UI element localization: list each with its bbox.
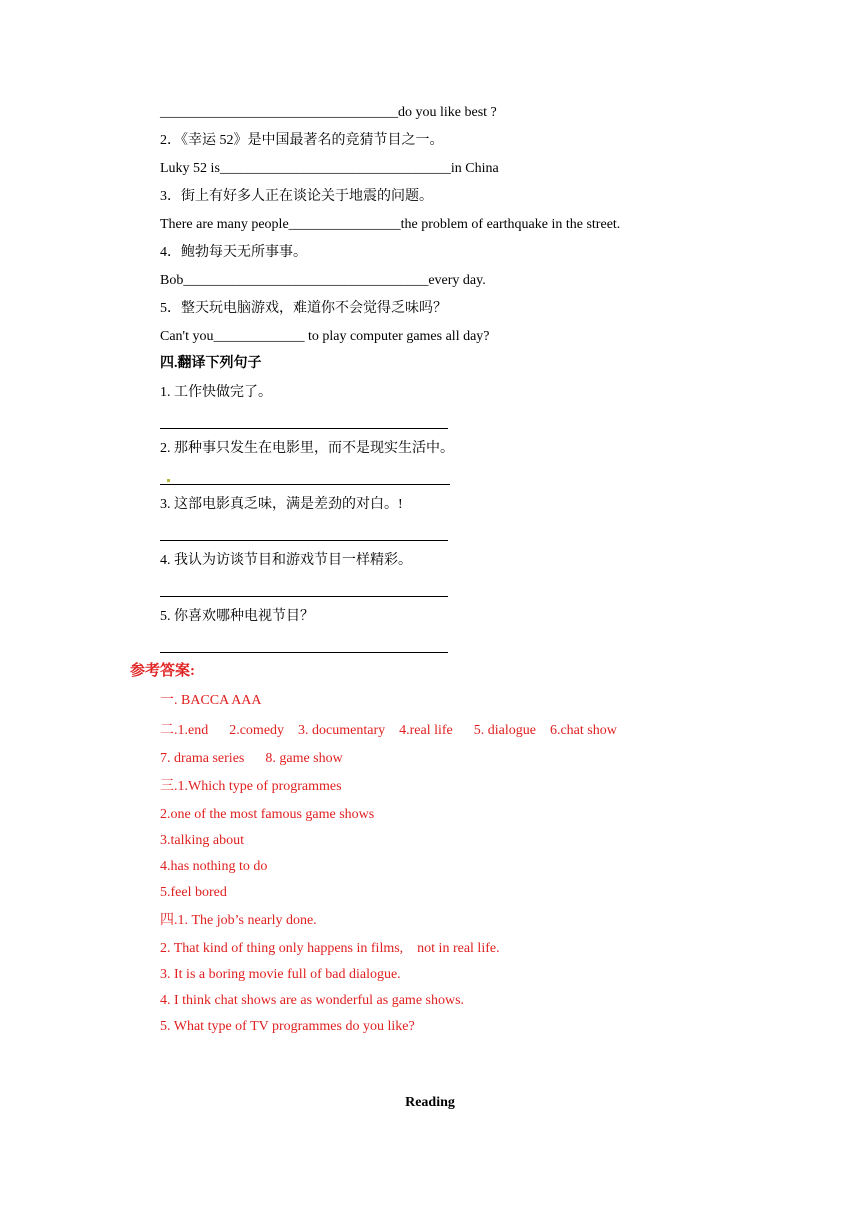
section4-item-5: 5. 你喜欢哪种电视节目？ [160, 609, 314, 624]
edit-mark [167, 479, 170, 482]
q1-tail: __________________________________do you like best ? [160, 105, 497, 120]
q5-chinese: 5．整天玩电脑游戏，难道你不会觉得乏味吗？ [160, 301, 447, 316]
reading-heading: Reading [405, 1095, 455, 1110]
answer-line: 3.talking about [160, 833, 244, 848]
answer-line: 5.feel bored [160, 885, 227, 900]
answer-line: 7. drama series 8. game show [160, 751, 343, 766]
answers-title: 参考答案: [130, 663, 195, 679]
answer-line: 2.one of the most famous game shows [160, 807, 375, 822]
answer-line: 5. What type of TV programmes do you like? [160, 1019, 415, 1034]
answer-line-4 [160, 596, 448, 597]
section4-item-2: 2. 那种事只发生在电影里，而不是现实生活中。 [160, 441, 454, 456]
answer-line: 2. That kind of thing only happens in films, not in real life. [160, 941, 500, 956]
q4-english: Bob___________________________________every day. [160, 273, 486, 288]
section4-item-1: 1. 工作快做完了。 [160, 385, 272, 400]
q4-chinese: 4．鲍勃每天无所事事。 [160, 245, 307, 260]
answer-line-5 [160, 652, 448, 653]
section4-item-3: 3. 这部电影真乏味，满是差劲的对白。! [160, 497, 403, 512]
answer-line: 二.1.end 2.comedy 3. documentary 4.real life 5. dialogue 6.chat show [160, 723, 617, 738]
q2-english: Luky 52 is_________________________________in China [160, 161, 499, 176]
answer-line: 四.1. The job’s nearly done. [160, 913, 317, 928]
q3-chinese: 3．街上有好多人正在谈论关于地震的问题。 [160, 189, 433, 204]
section4-title: 四.翻译下列句子 [160, 356, 262, 371]
q3-english: There are many people________________the problem of earthquake in the street. [160, 217, 621, 232]
answer-line: 4. I think chat shows are as wonderful as game shows. [160, 993, 465, 1008]
answer-line: 4.has nothing to do [160, 859, 268, 874]
answer-line: 3. It is a boring movie full of bad dialogue. [160, 967, 401, 982]
answer-line-3 [160, 540, 448, 541]
answer-line-1 [160, 428, 448, 429]
answer-line-2 [160, 484, 450, 485]
answer-line: 一. BACCA AAA [160, 693, 262, 708]
q5-english: Can't you_____________ to play computer games all day? [160, 329, 490, 344]
answer-line: 三.1.Which type of programmes [160, 779, 342, 794]
q2-chinese: 2．《幸运 52》是中国最著名的竞猜节目之一。 [160, 133, 444, 148]
section4-item-4: 4. 我认为访谈节目和游戏节目一样精彩。 [160, 553, 412, 568]
